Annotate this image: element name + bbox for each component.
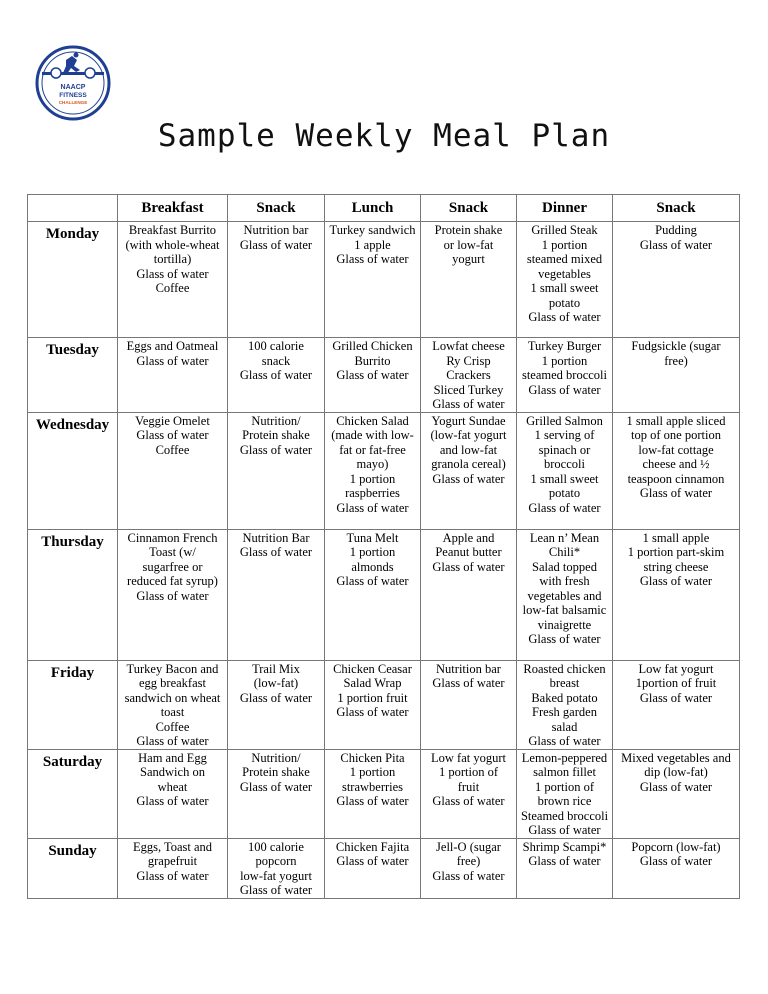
- meal-text: Nutrition bar Glass of water: [432, 661, 505, 690]
- meal-text: Ham and Egg Sandwich on wheat Glass of water: [136, 750, 209, 808]
- meal-text: Low fat yogurt 1 portion of fruit Glass of water: [431, 750, 506, 808]
- meal-cell: [421, 222, 517, 338]
- meal-text: Pudding Glass of water: [639, 223, 713, 252]
- meal-cell: [613, 338, 740, 413]
- day-label: Sunday: [28, 838, 118, 898]
- table-row: [28, 222, 740, 338]
- meal-cell: [517, 749, 613, 838]
- meal-text: Breakfast Burrito (with whole-wheat tortilla) Glass of water Coffee: [125, 223, 220, 295]
- meal-cell: [228, 338, 325, 413]
- meal-text: Protein shake or low-fat yogurt: [434, 223, 503, 266]
- meal-text: Nutrition/ Protein shake Glass of water: [239, 413, 313, 457]
- meal-cell: [613, 749, 740, 838]
- meal-text: Popcorn (low-fat) Glass of water: [631, 839, 721, 868]
- meal-text: Turkey sandwich 1 apple Glass of water: [329, 223, 416, 266]
- meal-cell: [421, 338, 517, 413]
- header-cell-snack-1: Snack: [228, 195, 325, 222]
- meal-cell: [517, 660, 613, 749]
- meal-cell: [517, 529, 613, 660]
- meal-cell: [325, 838, 421, 898]
- meal-cell: [118, 338, 228, 413]
- meal-text: Mixed vegetables and dip (low-fat) Glass of water: [621, 750, 731, 794]
- meal-text: 100 calorie snack Glass of water: [239, 339, 313, 382]
- meal-text: Veggie Omelet Glass of water Coffee: [135, 413, 210, 457]
- page-title: Sample Weekly Meal Plan: [157, 118, 611, 154]
- meal-cell: [517, 838, 613, 898]
- meal-cell: [118, 749, 228, 838]
- meal-text: Shrimp Scampi* Glass of water: [522, 839, 607, 868]
- meal-cell: [118, 529, 228, 660]
- svg-text:FITNESS: FITNESS: [59, 92, 87, 99]
- meal-text: Chicken Fajita Glass of water: [335, 839, 410, 868]
- header-cell-lunch: Lunch: [325, 195, 421, 222]
- meal-cell: [613, 222, 740, 338]
- meal-cell: [228, 222, 325, 338]
- meal-text: Turkey Bacon and egg breakfast sandwich on wheat toast Coffee Glass of water: [124, 661, 221, 748]
- meal-text: 100 calorie popcorn low-fat yogurt Glass of water: [239, 839, 313, 897]
- table-row: [28, 660, 740, 749]
- meal-cell: [228, 529, 325, 660]
- meal-cell: [613, 412, 740, 529]
- meal-cell: [325, 222, 421, 338]
- day-label: Thursday: [28, 529, 118, 660]
- meal-cell: [517, 222, 613, 338]
- meal-text: Eggs, Toast and grapefruit Glass of water: [132, 839, 213, 883]
- meal-text: Chicken Pita 1 portion strawberries Glass of water: [336, 750, 409, 808]
- meal-cell: [613, 660, 740, 749]
- meal-text: Nutrition/ Protein shake Glass of water: [239, 750, 313, 794]
- meal-text: Lean n’ Mean Chili* Salad topped with fresh vegetables and low-fat balsamic vinaigrette Glass of water: [522, 530, 607, 646]
- table-row: [28, 529, 740, 660]
- day-label: Saturday: [28, 749, 118, 838]
- meal-cell: [613, 838, 740, 898]
- meal-cell: [325, 749, 421, 838]
- meal-cell: [421, 838, 517, 898]
- meal-text: 1 small apple sliced top of one portion low-fat cottage cheese and ½ teaspoon cinnamon Glass of water: [626, 413, 726, 500]
- day-label: Wednesday: [28, 412, 118, 529]
- meal-cell: [421, 529, 517, 660]
- meal-cell: [325, 660, 421, 749]
- meal-cell: [118, 412, 228, 529]
- meal-cell: [421, 749, 517, 838]
- day-label: Friday: [28, 660, 118, 749]
- meal-cell: [228, 749, 325, 838]
- meal-cell: [325, 529, 421, 660]
- meal-cell: [228, 412, 325, 529]
- meal-text: Lemon-peppered salmon fillet 1 portion of brown rice Steamed broccoli Glass of water: [520, 750, 609, 837]
- meal-text: Tuna Melt 1 portion almonds Glass of water: [336, 530, 409, 588]
- meal-cell: [517, 412, 613, 529]
- meal-cell: [228, 838, 325, 898]
- meal-text: Turkey Burger 1 portion steamed broccoli Glass of water: [521, 339, 608, 397]
- naacp-fitness-challenge-logo: [34, 44, 112, 122]
- meal-text: Chicken Salad (made with low- fat or fat-free mayo) 1 portion raspberries Glass of water: [331, 413, 414, 515]
- meal-text: Low fat yogurt 1portion of fruit Glass of water: [635, 661, 717, 705]
- meal-text: Chicken Ceasar Salad Wrap 1 portion fruit Glass of water: [333, 661, 412, 719]
- table-row: [28, 338, 740, 413]
- logo-icon: [34, 44, 112, 122]
- meal-text: 1 small apple 1 portion part-skim string cheese Glass of water: [627, 530, 725, 588]
- meal-text: Roasted chicken breast Baked potato Fresh garden salad Glass of water: [523, 661, 606, 748]
- meal-cell: [517, 338, 613, 413]
- table-header-row: [28, 195, 740, 222]
- meal-cell: [421, 412, 517, 529]
- meal-cell: [118, 660, 228, 749]
- meal-cell: [613, 529, 740, 660]
- meal-text: Apple and Peanut butter Glass of water: [432, 530, 505, 574]
- meal-text: Fudgsickle (sugar free): [631, 339, 721, 368]
- meal-text: Grilled Steak 1 portion steamed mixed vegetables 1 small sweet potato Glass of water: [526, 223, 603, 324]
- table-row: [28, 749, 740, 838]
- meal-cell: [325, 412, 421, 529]
- meal-cell: [118, 838, 228, 898]
- day-label: Tuesday: [28, 338, 118, 413]
- meal-text: Yogurt Sundae (low-fat yogurt and low-fat granola cereal) Glass of water: [430, 413, 507, 486]
- svg-text:NAACP: NAACP: [60, 84, 86, 91]
- header-cell-snack-3: Snack: [613, 195, 740, 222]
- meal-cell: [228, 660, 325, 749]
- meal-text: Trail Mix (low-fat) Glass of water: [239, 661, 313, 705]
- svg-text:CHALLENGE: CHALLENGE: [58, 100, 88, 105]
- header-cell-dinner: Dinner: [517, 195, 613, 222]
- meal-cell: [421, 660, 517, 749]
- meal-text: Jell-O (sugar free) Glass of water: [432, 839, 505, 883]
- meal-text: Nutrition bar Glass of water: [239, 223, 313, 252]
- table-row: [28, 412, 740, 529]
- header-cell-day: [28, 195, 118, 222]
- meal-cell: [118, 222, 228, 338]
- table-row: [28, 838, 740, 898]
- meal-text: Grilled Salmon 1 serving of spinach or broccoli 1 small sweet potato Glass of water: [526, 413, 603, 515]
- meal-cell: [325, 338, 421, 413]
- meal-text: Grilled Chicken Burrito Glass of water: [332, 339, 413, 382]
- meal-text: Lowfat cheese Ry Crisp Crackers Sliced Turkey Glass of water: [432, 339, 505, 411]
- header-cell-breakfast: Breakfast: [118, 195, 228, 222]
- day-label: Monday: [28, 222, 118, 338]
- header-cell-snack-2: Snack: [421, 195, 517, 222]
- meal-text: Eggs and Oatmeal Glass of water: [126, 339, 219, 368]
- meal-plan-table: [27, 194, 740, 899]
- meal-text: Cinnamon French Toast (w/ sugarfree or reduced fat syrup) Glass of water: [127, 530, 218, 603]
- meal-text: Nutrition Bar Glass of water: [239, 530, 313, 559]
